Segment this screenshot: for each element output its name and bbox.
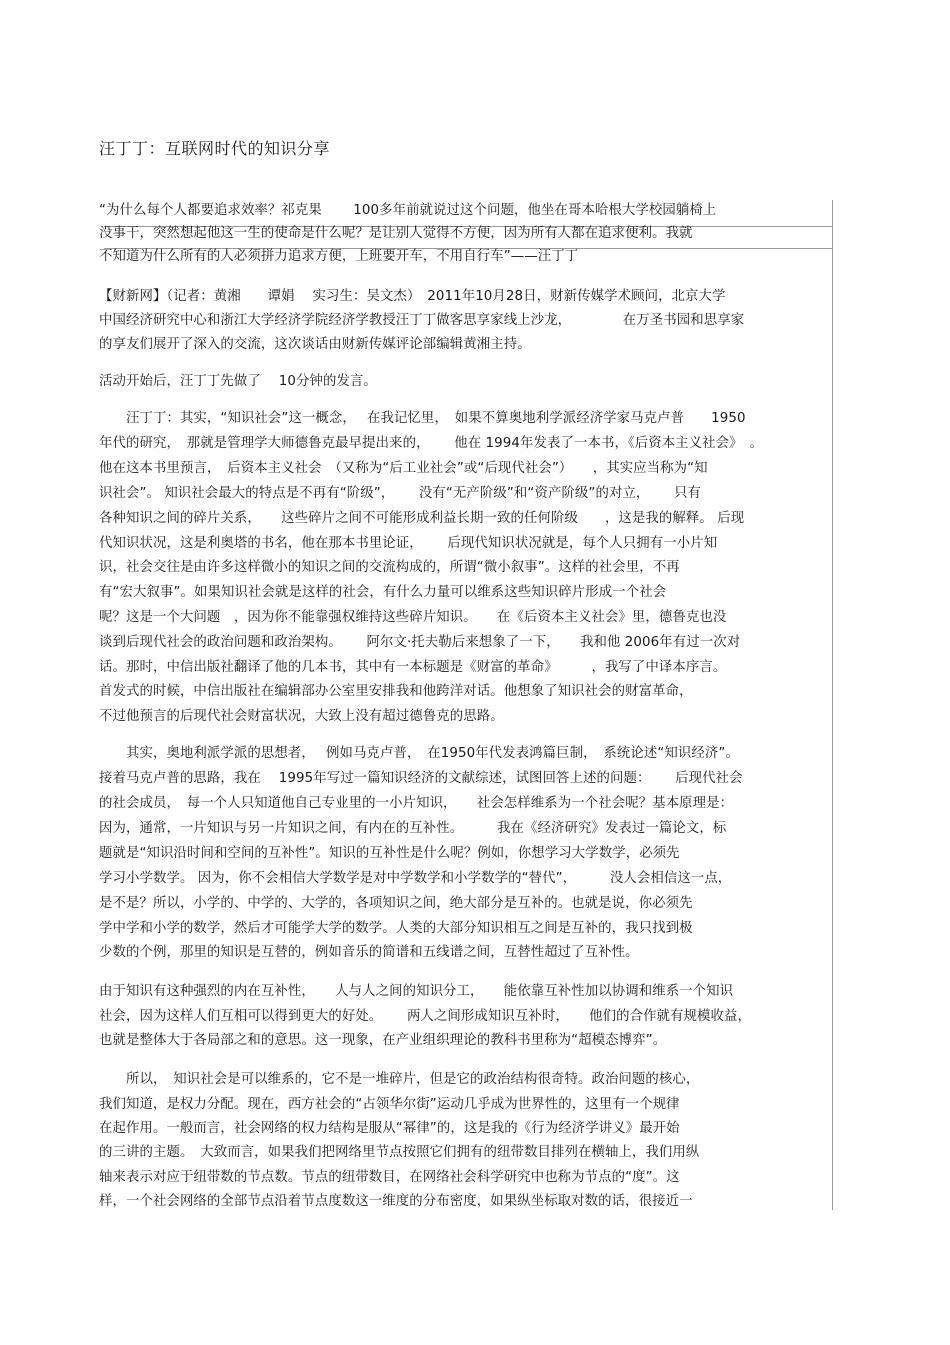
quote-line: 不知道为什么所有的人必须拼力追求方便，上班要开车，不用自行车”——汪丁丁: [99, 249, 579, 264]
body-line: 少数的个例，那里的知识是互替的，例如音乐的简谱和五线谱之间，互替性超过了互补性。: [99, 945, 639, 960]
body-line: 也就是整体大于各局部之和的意思。这一现象，在产业组织理论的教科书里称为“超模态博弈”。: [99, 1033, 667, 1048]
intro-line: 中国经济研究中心和浙江大学经济学院经济学教授汪丁丁做客思享家线上沙龙， 在万圣书园和思享家: [99, 313, 745, 328]
body-line: 首发式的时候，中信出版社在编辑部办公室里安排我和他跨洋对话。他想象了知识社会的财富革命，: [99, 684, 693, 699]
body-line: 各种知识之间的碎片关系， 这些碎片之间不可能形成利益长期一致的任何阶级 ，这是我的解释。 后现: [99, 511, 745, 526]
body-line: 接着马克卢普的思路，我在 1995年写过一篇知识经济的文献综述，试图回答上述的问题： 后现代社会: [99, 771, 743, 786]
body-line: 谈到后现代社会的政治问题和政治架构。 阿尔文·托夫勒后来想象了一下， 我和他 2006年有过一次对: [99, 635, 741, 650]
body-line: 汪丁丁：其实，“知识社会”这一概念， 在我记忆里， 如果不算奥地利学派经济学家马克卢普 1950: [99, 411, 746, 426]
body-line: 样，一个社会网络的全部节点沿着节点度数这一维度的分布密度，如果纵坐标取对数的话，很接近一: [99, 1194, 693, 1209]
body-line: 他在这本书里预言， 后资本主义社会 （又称为“后工业社会”或“后现代社会”） ，其实应当称为“知: [99, 461, 708, 476]
body-line: 其实，奥地利派学派的思想者， 例如马克卢普， 在1950年代发表鸿篇巨制， 系统论述“知识经济”。: [99, 746, 739, 761]
body-line: 有“宏大叙事”。如果知识社会就是这样的社会，有什么力量可以维系这些知识碎片形成一个社会: [99, 585, 667, 600]
body-line: 年代的研究， 那就是管理学大师德鲁克最早提出来的， 他在 1994年发表了一本书，《后资本主义社会》 。: [99, 436, 763, 451]
body-line: 的三讲的主题。 大致而言，如果我们把网络里节点按照它们拥有的纽带数目排列在横轴上，我们用纵: [99, 1145, 700, 1160]
body-line: 是不是？所以，小学的、中学的、大学的，各项知识之间，绝大部分是互补的。也就是说，你必须先: [99, 896, 693, 911]
intro-line: 【财新网】（记者：黄湘 谭娟 实习生：吴文杰） 2011年10月28日，财新传媒学术顾问，北京大学: [99, 289, 726, 304]
body-line: 在起作用。一般而言，社会网络的权力结构是服从“幂律”的，这是我的《行为经济学讲义》最开始: [99, 1121, 680, 1136]
body-line: 的社会成员， 每一个人只知道他自己专业里的一小片知识， 社会怎样维系为一个社会呢？基本原理是：: [99, 796, 734, 811]
right-margin-rule: [832, 200, 833, 1210]
body-line: 代知识状况，这是利奥塔的书名，他在那本书里论证， 后现代知识状况就是，每个人只拥有一小片知: [99, 536, 718, 551]
start-line: 活动开始后，汪丁丁先做了 10分钟的发言。: [99, 374, 377, 389]
quote-line: 没事干，突然想起他这一生的使命是什么呢？是让别人觉得不方便，因为所有人都在追求便利。我就: [99, 226, 693, 241]
body-line: 因为，通常，一片知识与另一片知识之间，有内在的互补性。 我在《经济研究》发表过一篇论文，标: [99, 821, 727, 836]
body-line: 识社会”。 知识社会最大的特点是不再有“阶级”， 没有“无产阶级”和“资产阶级”的对立， 只有: [99, 486, 702, 501]
body-line: 由于知识有这种强烈的内在互补性， 人与人之间的知识分工， 能依靠互补性加以协调和维系一个知识: [99, 984, 734, 999]
article-title: 汪丁丁：互联网时代的知识分享: [99, 139, 331, 158]
body-line: 话。那时，中信出版社翻译了他的几本书，其中有一本标题是《财富的革命》 ，我写了中译本序言。: [99, 660, 727, 675]
body-line: 社会，因为这样人们互相可以得到更大的好处。 两人之间形成知识互补时， 他们的合作就有规模收益，: [99, 1009, 751, 1024]
body-line: 题就是“知识沿时间和空间的互补性”。知识的互补性是什么呢？例如，你想学习大学数学，必须先: [99, 846, 680, 861]
body-line: 识，社会交往是由许多这样微小的知识之间的交流构成的，所谓“微小叙事”。这样的社会里，不再: [99, 560, 680, 575]
body-line: 所以， 知识社会是可以维系的，它不是一堆碎片，但是它的政治结构很奇特。政治问题的核心，: [99, 1072, 700, 1087]
body-line: 我们知道，是权力分配。现在，西方社会的“占领华尔街”运动几乎成为世界性的，这里有一个规律: [99, 1097, 680, 1112]
intro-line: 的享友们展开了深入的交流，这次谈话由财新传媒评论部编辑黄湘主持。: [99, 337, 531, 352]
body-line: 不过他预言的后现代社会财富状况，大致上没有超过德鲁克的思路。: [99, 709, 504, 724]
body-line: 学习小学数学。 因为，你不会相信大学数学是对中学数学和小学数学的“替代”， 没人会相信这一点，: [99, 871, 732, 886]
body-line: 学中学和小学的数学，然后才可能学大学的数学。人类的大部分知识相互之间是互补的，我只找到极: [99, 921, 693, 936]
body-line: 呢？这是一个大问题 ，因为你不能靠强权维持这些碎片知识。 在《后资本主义社会》里，德鲁克也没: [99, 610, 727, 625]
body-line: 轴来表示对应于纽带数的节点数。节点的纽带数目，在网络社会科学研究中也称为节点的“度”。这: [99, 1170, 680, 1185]
quote-line: “为什么每个人都要追求效率？祁克果 100多年前就说过这个问题，他坐在哥本哈根大学校园躺椅上: [99, 203, 717, 218]
